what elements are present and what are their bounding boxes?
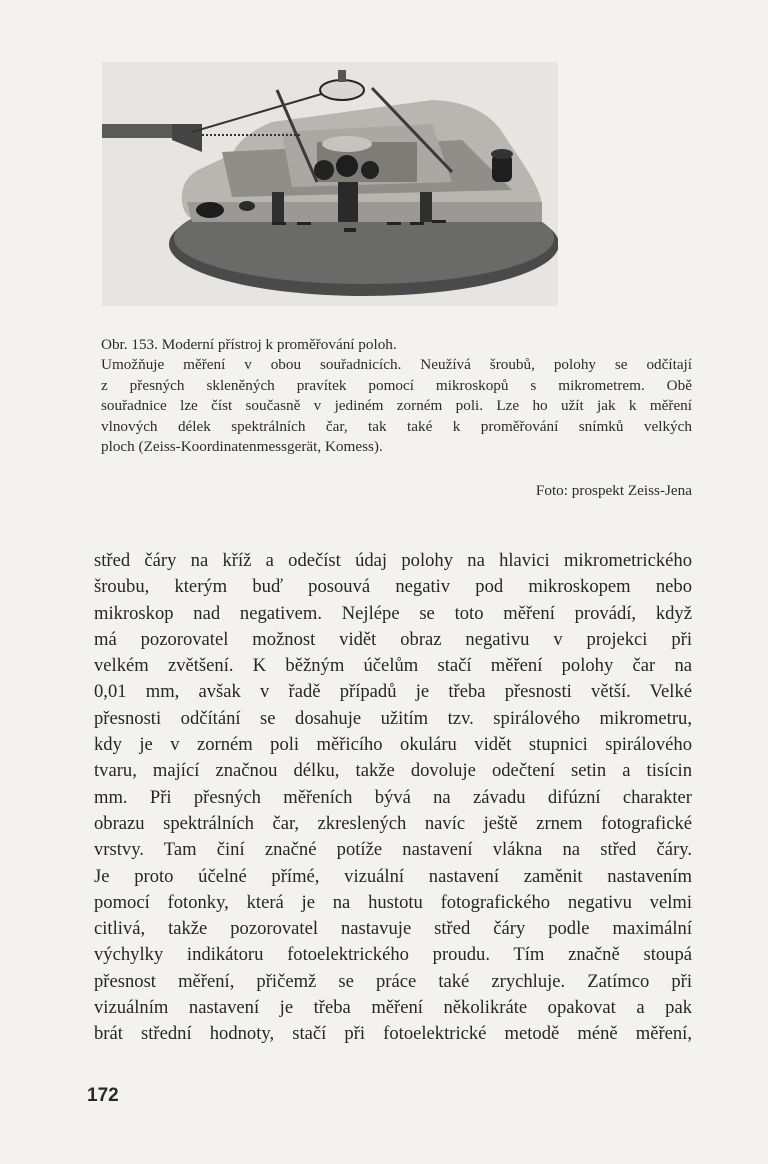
text-line: střed čáry na kříž a odečíst údaj polohy na hlavici mikrometrického — [94, 550, 692, 571]
caption-line: Umožňuje měření v obou souřadnicích. Neužívá šroubů, polohy se odčítají — [101, 356, 692, 374]
text-line: vrstvy. Tam činí značné potíže nastavení vlákna na střed čáry. — [94, 839, 692, 861]
text-line: šroubu, kterým buď posouvá negativ pod mikroskopem nebo — [94, 576, 692, 598]
text-line: citlivá, takže pozorovatel nastavuje střed čáry podle maximální — [94, 918, 692, 940]
text-line: velkém zvětšení. K běžným účelům stačí měření polohy čar na — [94, 655, 692, 677]
text-line: má pozorovatel možnost vidět obraz negativu v projekci při — [94, 628, 692, 650]
instrument-photo — [102, 62, 558, 306]
coordinate-measuring-instrument-image — [102, 62, 558, 306]
text-line: 0,01 mm, avšak v řadě případů je třeba přesnosti větší. Velké — [94, 681, 692, 703]
caption-line: vlnových délek spektrálních čar, tak také k proměřování snímků velkých — [101, 417, 692, 435]
text-line: Je proto účelné přímé, vizuální nastavení zaměnit nastavením — [94, 865, 692, 887]
text-line: mikroskop nad negativem. Nejlépe se toto měření provádí, když — [94, 602, 692, 624]
text-line: vizuálním nastavení je třeba měření několikráte opakovat a pak — [94, 997, 692, 1019]
text-line: kdy je v zorném poli měřicího okuláru vidět stupnici spirálového — [94, 734, 692, 756]
text-line: výchylky indikátoru fotoelektrického proudu. Tím značně stoupá — [94, 944, 692, 966]
caption-line: souřadnice lze číst současně v jediném zorném poli. Lze ho užít jak k měření — [101, 397, 692, 415]
text-line: pomocí fotonky, která je na hustotu fotografického negativu velmi — [94, 891, 692, 913]
page-number: 172 — [87, 1085, 119, 1106]
text-line: obrazu spektrálních čar, zkreslených navíc ještě zrnem fotografické — [94, 812, 692, 834]
caption-title: Obr. 153. Moderní přístroj k proměřování poloh. — [101, 336, 397, 353]
caption-line: z přesných skleněných pravítek pomocí mikroskopů s mikrometrem. Obě — [101, 376, 692, 394]
text-line: mm. Při přesných měřeních bývá na závadu difúzní charakter — [94, 786, 692, 808]
body-paragraph — [94, 548, 692, 1048]
text-line: přesnosti odčítání se dosahuje užitím tzv. spirálového mikrometru, — [94, 707, 692, 729]
text-line: přesnost měření, přičemž se práce také zrychluje. Zatímco při — [94, 970, 692, 992]
text-line: brát střední hodnoty, stačí při fotoelektrické metodě méně měření, — [94, 1023, 692, 1045]
photo-credit: Foto: prospekt Zeiss-Jena — [535, 482, 692, 499]
caption-line: ploch (Zeiss-Koordinatenmessgerät, Komess). — [101, 438, 383, 456]
text-line: tvaru, mající značnou délku, takže dovoluje odečtení setin a tisícin — [94, 760, 692, 782]
figure-caption — [101, 335, 692, 457]
